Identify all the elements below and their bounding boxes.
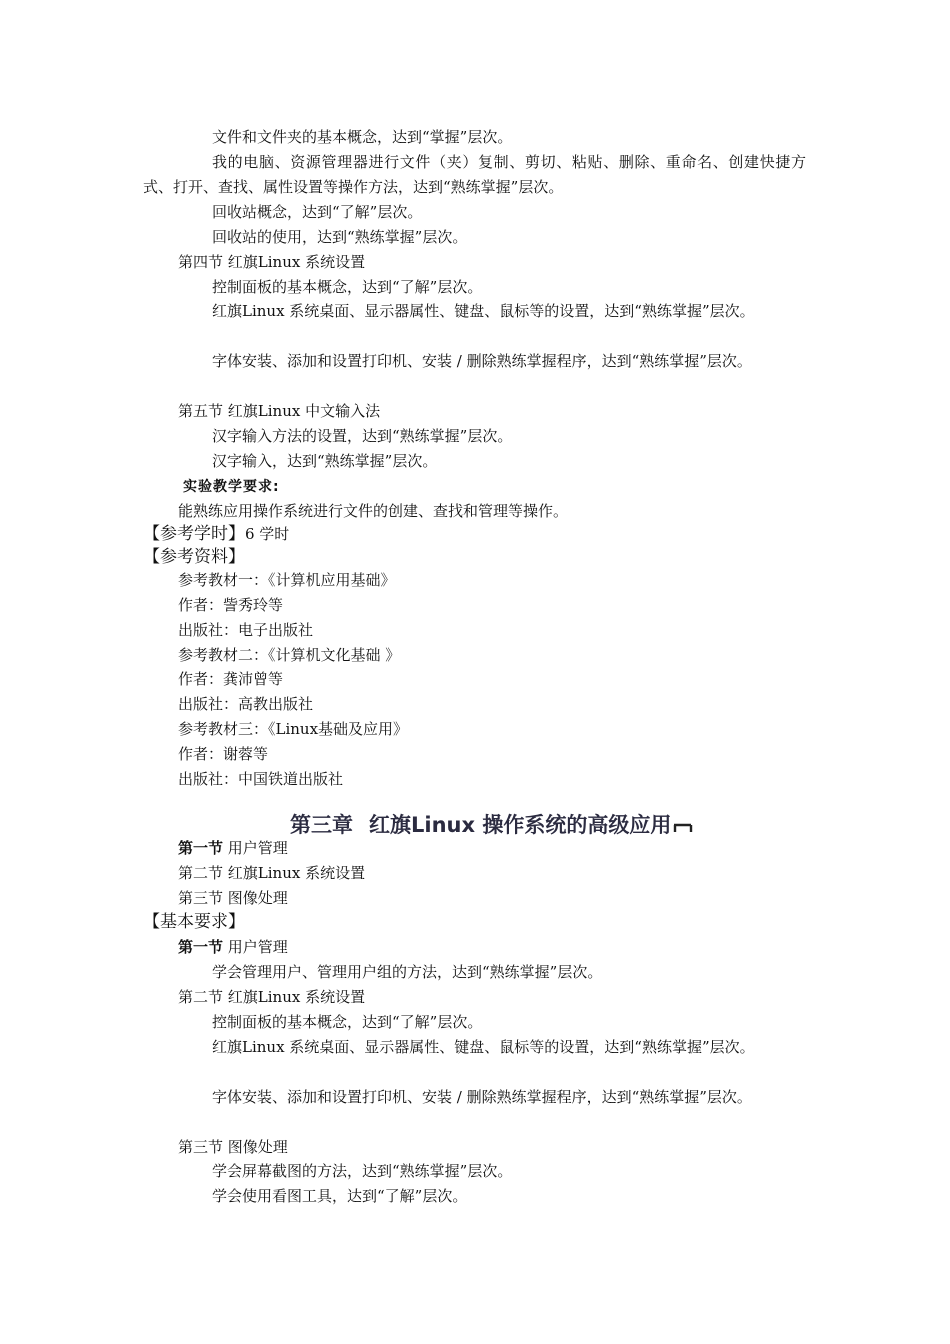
text-line: 学会屏幕截图的方法，达到“熟练掌握”层次。: [212, 1162, 513, 1180]
reference-line: 出版社：电子出版社: [178, 621, 314, 639]
reference-materials-label: 【参考资料】: [143, 547, 245, 567]
section-number: 第一节: [178, 938, 224, 956]
text-paragraph: 字体安装、添加和设置打印机、安装 / 删除熟练掌握程序，达到“熟练掌握”层次。: [212, 1088, 752, 1106]
reference-hours-label: 【参考学时】: [143, 524, 245, 544]
text-line: 学会使用看图工具，达到“了解”层次。: [212, 1187, 468, 1205]
section-heading: 第五节 红旗Linux 中文输入法: [178, 402, 381, 420]
text-line: 文件和文件夹的基本概念，达到“掌握”层次。: [212, 128, 513, 146]
text-paragraph: 红旗Linux 系统桌面、显示器属性、键盘、鼠标等的设置，达到“熟练掌握”层次。: [212, 1038, 755, 1056]
toc-item: [178, 838, 288, 858]
reference-line: 参考教材二：《计算机文化基础 》: [178, 646, 401, 664]
text-line: 能熟练应用操作系统进行文件的创建、查找和管理等操作。: [178, 502, 569, 520]
toc-section-name: 用户管理: [223, 839, 288, 857]
text-paragraph: 我的电脑、资源管理器进行文件（夹）复制、剪切、粘贴、删除、重命名、创建快捷方式、打开、查找、属性设置等操作方法，达到“熟练掌握”层次。: [143, 153, 806, 196]
text-line: 学会管理用户、管理用户组的方法，达到“熟练掌握”层次。: [212, 963, 603, 981]
reference-line: 作者：谢蓉等: [178, 745, 269, 763]
reference-line: 出版社：中国铁道出版社: [178, 770, 344, 788]
section-heading: 第三节 图像处理: [178, 1138, 288, 1156]
reference-line: 作者：龚沛曾等: [178, 670, 284, 688]
text-paragraph: 字体安装、添加和设置打印机、安装 / 删除熟练掌握程序，达到“熟练掌握”层次。: [212, 352, 752, 370]
reference-hours-value: 6 学时: [245, 525, 290, 543]
chapter-name: 红旗Linux 操作系统的高级应用: [369, 813, 672, 837]
return-mark-icon: [673, 819, 693, 833]
chapter-title: [290, 811, 693, 839]
section-heading: 第二节 红旗Linux 系统设置: [178, 988, 366, 1006]
lab-requirement-label: 实验教学要求:: [183, 479, 280, 495]
section-name: 用户管理: [223, 938, 288, 956]
toc-item: 第三节 图像处理: [178, 889, 288, 907]
text-line: 汉字输入，达到“熟练掌握”层次。: [212, 452, 438, 470]
reference-hours: [143, 523, 289, 545]
section-heading: [178, 937, 288, 957]
text-line: 汉字输入方法的设置，达到“熟练掌握”层次。: [212, 427, 513, 445]
text-line: 控制面板的基本概念，达到“了解”层次。: [212, 1013, 483, 1031]
toc-section-number: 第一节: [178, 839, 224, 857]
reference-line: 参考教材三：《Linux基础及应用》: [178, 720, 409, 738]
text-line: 控制面板的基本概念，达到“了解”层次。: [212, 278, 483, 296]
reference-line: 参考教材一：《计算机应用基础》: [178, 571, 396, 589]
chapter-number: 第三章: [290, 813, 353, 837]
section-heading: 第四节 红旗Linux 系统设置: [178, 253, 366, 271]
basic-requirements-label: 【基本要求】: [143, 912, 245, 932]
reference-line: 作者：訾秀玲等: [178, 596, 284, 614]
reference-line: 出版社：高教出版社: [178, 695, 314, 713]
text-paragraph: 红旗Linux 系统桌面、显示器属性、键盘、鼠标等的设置，达到“熟练掌握”层次。: [212, 302, 755, 320]
toc-item: 第二节 红旗Linux 系统设置: [178, 864, 366, 882]
text-line: 回收站概念，达到“了解”层次。: [212, 203, 423, 221]
text-line: 回收站的使用，达到“熟练掌握”层次。: [212, 228, 468, 246]
